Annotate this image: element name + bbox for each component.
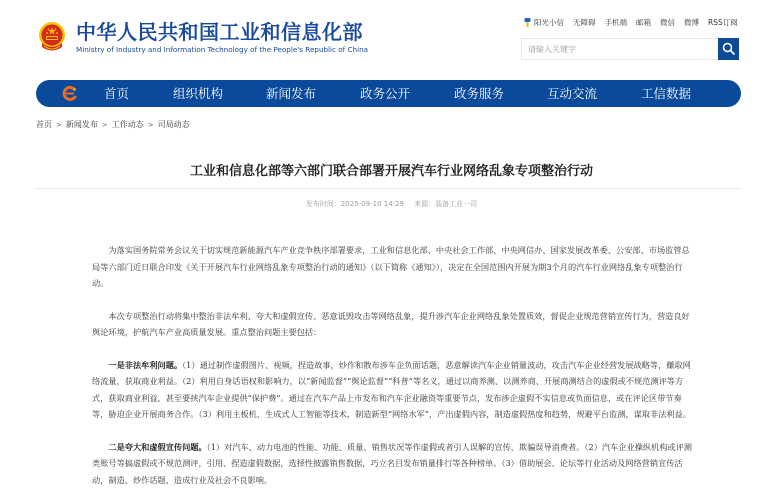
breadcrumb-news[interactable]: 新闻发布 <box>65 120 98 129</box>
nav-data[interactable]: 工信数据 <box>641 86 692 101</box>
article-meta <box>0 199 783 209</box>
publish-time: 2025-09-10 14:29 <box>340 200 404 208</box>
paragraph-lead: 二是夸大和虚假宣传问题。 <box>108 441 207 452</box>
article-body <box>92 242 692 500</box>
miit-e-logo-icon <box>62 85 78 102</box>
sunshine-icon <box>524 18 531 28</box>
site-title-en: Ministry of Industry and Information Technology of the People's Republic of China <box>76 45 369 54</box>
link-mobile[interactable]: 手机端 <box>604 18 627 27</box>
paragraph-text: 本次专项整治行动将集中整治非法牟利、夸大和虚假宣传、恶意诋毁攻击等网络乱象，提升涉汽车企业网络乱象处置质效，督促企业规范营销宣传行为，营造良好舆论环境，护航汽车产业高质量发展。重点整治问题主要包括： <box>92 310 690 337</box>
search-input[interactable] <box>521 38 718 60</box>
breadcrumb-separator: > <box>147 120 154 129</box>
title-divider <box>36 188 741 189</box>
nav-interaction[interactable]: 互动交流 <box>547 86 598 101</box>
breadcrumb-separator: > <box>56 120 62 129</box>
link-sunshine-xiaoxin[interactable]: 阳光小信 <box>534 18 564 27</box>
paragraph-text: 为落实国务院常务会议关于切实规范新能源汽车产业竞争秩序部署要求，工业和信息化部、中央社会工作部、中央网信办、国家发展改革委、公安部、市场监管总局等六部门近日联合印发《关于开展汽车行业网络乱象专项整治行动的通知》（以下简称《通知》），决定在全国范围内开展为期3个月的汽车行业网络乱象专项整治行动。 <box>92 245 690 288</box>
paragraph-lead: 一是非法牟利问题。 <box>108 359 183 370</box>
breadcrumb-work-updates[interactable]: 工作动态 <box>111 120 144 129</box>
main-nav <box>36 80 741 107</box>
nav-organization[interactable]: 组织机构 <box>173 86 224 101</box>
source-label: 来源： <box>414 200 436 208</box>
search-button[interactable] <box>718 38 739 60</box>
paragraph-text: （1）通过制作虚假图片、视频，捏造故事，炒作和散布涉车企负面话题，恶意解读汽车企业销量波动，攻击汽车企业经营发展战略等，赚取网络流量，获取商业利益。（2）利用自身话语权和影响力，以“新闻监督”“舆论监督”“科普”等名义，通过以商养测、以测养商、开展商测结合的虚假或不规范测评等方式，获取商业利益，甚至要挟汽车企业提供“保护费”。通过在汽车产品上市发布和汽车企业融资等重要节点，发布涉企虚假不实信息或负面信息，或在评论区带节奏等，胁迫企业开展商务合作。（3）利用主板机、生成式人工智能等技术，制造新型“网络水军”，产出虚假内容，制造虚假热度和趋势，规避平台监测，谋取非法利益。 <box>92 359 691 419</box>
site-logo[interactable] <box>36 20 368 55</box>
paragraph <box>92 357 692 423</box>
search-icon <box>722 40 735 59</box>
link-wechat[interactable]: 微信 <box>660 18 675 27</box>
link-mailbox[interactable]: 邮箱 <box>636 18 651 27</box>
paragraph <box>92 439 692 489</box>
paragraph-text: （1）对汽车、动力电池的性能、功能、质量、销售状况等作虚假或者引人误解的宣传，欺骗误导消费者。（2）汽车企业操纵机构或评测类账号等搞虚假或不规范测评，引用、捏造虚假数据，选择性披露销售数据，巧立名目发布销量排行等各种榜单。（3）借助展会、论坛等行业活动及网络营销宣传活动，制造、炒作话题，造成行业及社会不良影响。 <box>92 441 692 485</box>
nav-home[interactable]: 首页 <box>104 86 130 101</box>
breadcrumb-separator: > <box>101 120 108 129</box>
article-source: 装备工业一司 <box>435 200 478 208</box>
link-weibo[interactable]: 微博 <box>684 18 699 27</box>
breadcrumb <box>36 119 190 130</box>
nav-news[interactable]: 新闻发布 <box>266 86 317 101</box>
site-title-cn: 中华人民共和国工业和信息化部 <box>76 20 363 44</box>
breadcrumb-department-updates[interactable]: 司局动态 <box>157 120 190 129</box>
breadcrumb-home[interactable]: 首页 <box>36 120 52 129</box>
site-header <box>0 0 783 78</box>
national-emblem-icon <box>36 21 68 55</box>
search-bar <box>521 38 739 60</box>
nav-services[interactable]: 政务服务 <box>454 86 505 101</box>
publish-time-label: 发布时间： <box>305 200 341 208</box>
nav-government-affairs[interactable]: 政务公开 <box>360 86 411 101</box>
link-rss[interactable]: RSS订阅 <box>708 18 738 27</box>
paragraph <box>92 242 692 292</box>
article-title: 工业和信息化部等六部门联合部署开展汽车行业网络乱象专项整治行动 <box>189 164 593 179</box>
top-links <box>524 17 738 28</box>
link-accessibility[interactable]: 无障碍 <box>573 18 596 27</box>
paragraph <box>92 308 692 341</box>
